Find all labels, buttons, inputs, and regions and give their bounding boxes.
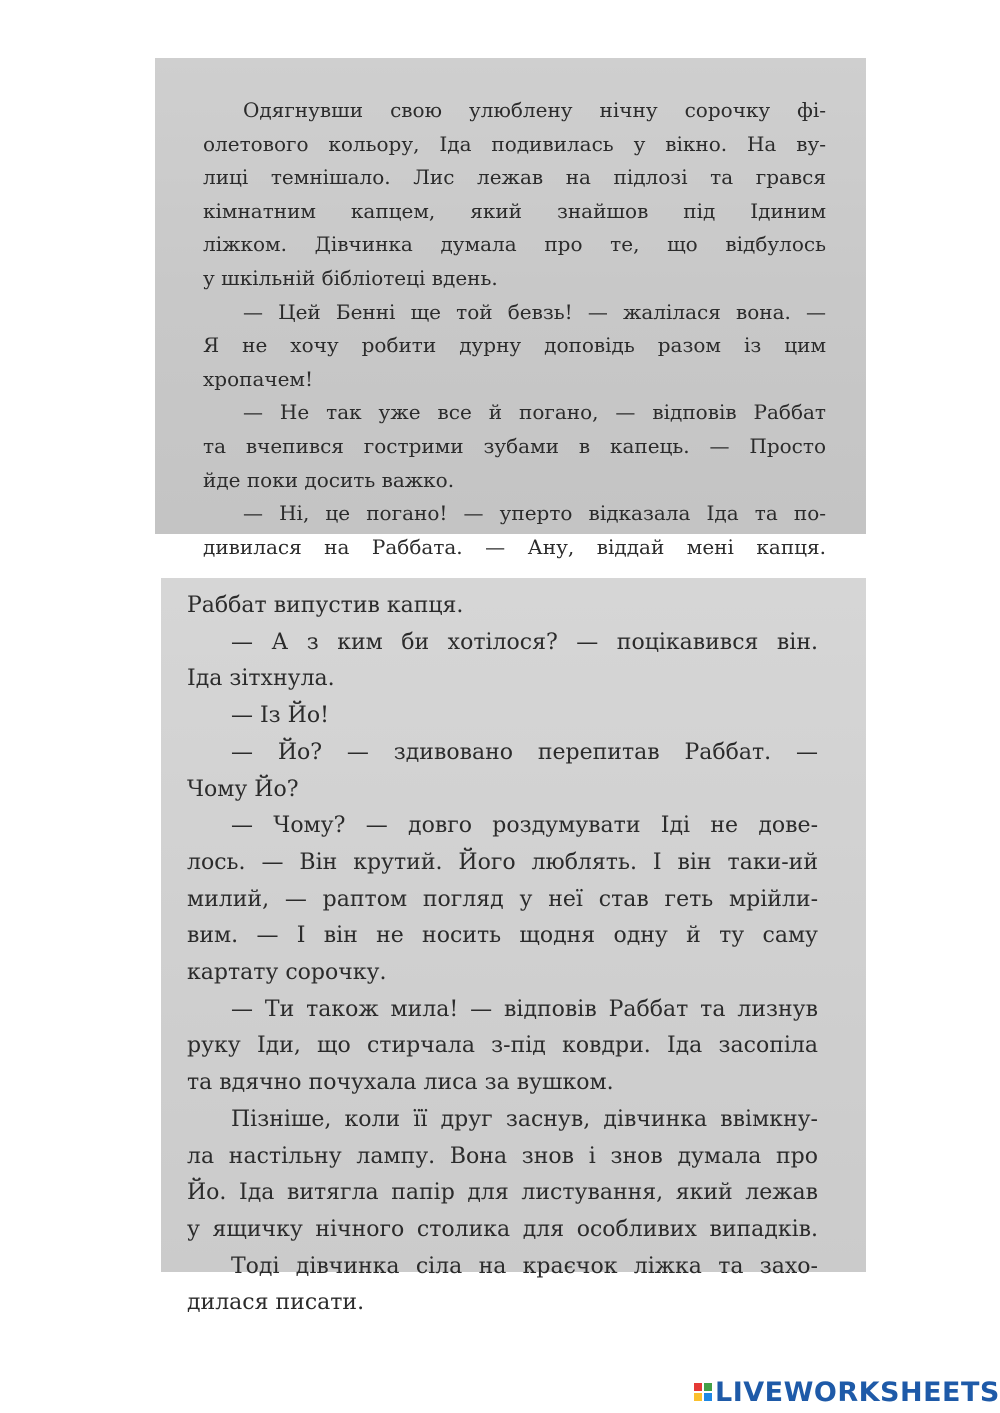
logo-block <box>694 1393 702 1401</box>
logo-block <box>704 1383 712 1391</box>
text-line: — Цей Бенні ще той бевзь! — жалілася вона. — <box>243 299 826 324</box>
text-line: милий, — раптом погляд у неї став геть мрійли- <box>187 886 818 912</box>
text-line: дилася писати. <box>187 1290 365 1316</box>
text-line: картату сорочку. <box>187 960 387 986</box>
text-line: Йо. Іда витягла папір для листування, який лежав <box>187 1180 818 1206</box>
text-line: та вчепився гострими зубами в капець. — Просто <box>203 433 826 458</box>
logo-block <box>704 1393 712 1401</box>
logo-block <box>694 1383 702 1391</box>
text-line: — Йо? — здивовано перепитав Раббат. — <box>231 739 818 765</box>
book-page-top <box>155 58 866 559</box>
text-line: у ящичку нічного столика для особливих випадків. <box>187 1216 818 1242</box>
text-line: та вдячно почухала лиса за вушком. <box>187 1070 614 1096</box>
text-line: Іда зітхнула. <box>187 666 335 692</box>
text-line: у шкільній бібліотеці вдень. <box>203 265 498 290</box>
text-line: олетового кольору, Іда подивилась у вікно. На ву- <box>203 131 826 156</box>
text-line: дивилася на Раббата. — Ану, віддай мені капця. <box>203 534 826 559</box>
text-line: — Ти також мила! — відповів Раббат та лизнув <box>231 996 818 1022</box>
liveworksheets-logo <box>694 1378 1000 1406</box>
text-line: лось. — Він крутий. Його люблять. І він таки-ий <box>187 849 818 875</box>
text-line: хропачем! <box>203 366 314 391</box>
text-line: — А з ким би хотілося? — поцікавився він. <box>231 629 818 655</box>
text-line: Раббат випустив капця. <box>187 593 464 618</box>
logo-blocks-icon <box>694 1383 712 1401</box>
text-line: Чому Йо? <box>187 776 299 802</box>
text-line: вим. — І він не носить щодня одну й ту саму <box>187 923 818 949</box>
text-line: — Чому? — довго роздумувати Іді не дове- <box>231 813 818 839</box>
text-line: руку Іди, що стирчала з-під ковдри. Іда засопіла <box>187 1033 818 1059</box>
text-line: йде поки досить важко. <box>203 467 455 492</box>
text-line: — Не так уже все й погано, — відповів Раббат <box>243 400 826 425</box>
text-line: — Із Йо! <box>231 703 329 729</box>
text-line: Пізніше, коли її друг заснув, дівчинка ввімкну- <box>231 1106 818 1132</box>
text-line: ла настільну лампу. Вона знов і знов думала про <box>187 1143 818 1169</box>
text-line: Одягнувши свою улюблену нічну сорочку фі- <box>243 98 826 122</box>
text-line: лиці темнішало. Лис лежав на підлозі та грався <box>203 165 826 190</box>
text-line: ліжком. Дівчинка думала про те, що відбулось <box>203 232 826 257</box>
text-line: — Ні, це погано! — уперто відказала Іда та по- <box>243 501 826 526</box>
text-line: Я не хочу робити дурну доповідь разом із цим <box>203 333 826 358</box>
logo-text: LIVEWORKSHEETS <box>715 1376 1000 1408</box>
book-page-bottom <box>161 578 866 1316</box>
text-line: Тоді дівчинка сіла на краєчок ліжка та захо- <box>231 1253 818 1279</box>
text-line: кімнатним капцем, який знайшов під Ідиним <box>203 198 826 223</box>
